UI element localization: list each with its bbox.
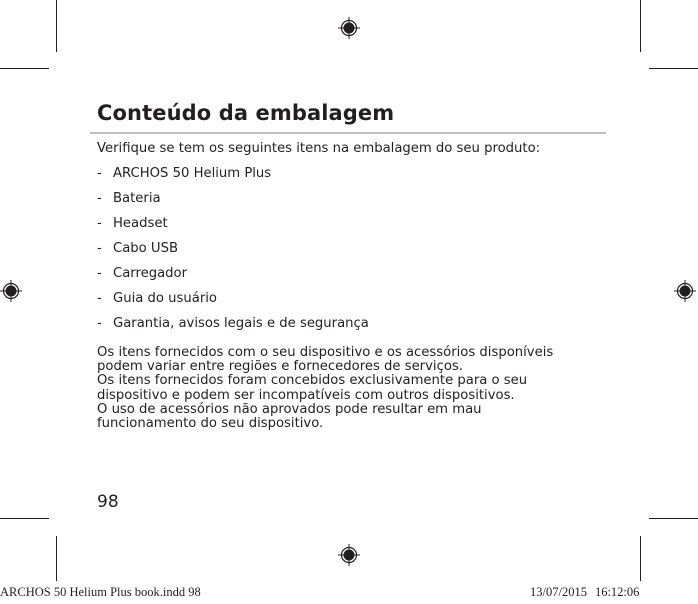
registration-mark-icon <box>0 280 22 302</box>
crop-mark-top-right-horizontal <box>649 68 698 69</box>
note-line: funcionamento do seu dispositivo. <box>97 415 324 431</box>
list-item <box>97 266 369 291</box>
list-dash: - <box>97 316 102 331</box>
crop-mark-bottom-right-vertical <box>640 536 641 581</box>
page-number: 98 <box>97 492 119 512</box>
registration-mark-icon <box>674 280 696 302</box>
registration-mark-icon <box>338 544 360 566</box>
list-item-text: Bateria <box>113 191 161 206</box>
list-item <box>97 166 369 191</box>
print-slug-time: 16:12:06 <box>594 585 640 599</box>
list-item-text: Garantia, avisos legais e de segurança <box>113 316 369 331</box>
list-dash: - <box>97 241 102 256</box>
list-item-text: Headset <box>113 216 168 231</box>
list-dash: - <box>97 266 102 281</box>
list-item <box>97 216 369 241</box>
list-item <box>97 191 369 216</box>
list-dash: - <box>97 216 102 231</box>
list-dash: - <box>97 191 102 206</box>
list-dash: - <box>97 166 102 181</box>
list-item <box>97 291 369 316</box>
list-item-text: ARCHOS 50 Helium Plus <box>113 166 272 181</box>
note-line: O uso de acessórios não aprovados pode resultar em mau <box>97 401 482 417</box>
note-line: podem variar entre regiões e fornecedores de serviços. <box>97 359 463 375</box>
list-item <box>97 241 369 266</box>
crop-mark-bottom-right-horizontal <box>649 518 698 519</box>
list-item-text: Cabo USB <box>113 241 178 256</box>
list-dash: - <box>97 291 102 306</box>
registration-mark-icon <box>338 17 360 39</box>
list-item-text: Guia do usuário <box>113 291 217 306</box>
package-contents-list <box>97 166 369 341</box>
section-title: Conteúdo da embalagem <box>97 101 395 125</box>
print-slug-date: 13/07/2015 <box>530 585 587 599</box>
crop-mark-bottom-left-horizontal <box>0 518 49 519</box>
intro-text: Verifique se tem os seguintes itens na embalagem do seu produto: <box>97 141 541 156</box>
note-line: Os itens fornecidos com o seu dispositivo e os acessórios disponíveis <box>97 345 554 360</box>
crop-mark-top-right-vertical <box>640 0 641 52</box>
note-line: Os itens fornecidos foram concebidos exclusivamente para o seu <box>97 373 528 389</box>
notes-paragraph <box>97 346 553 431</box>
print-slug-filename: ARCHOS 50 Helium Plus book.indd 98 <box>0 585 201 599</box>
note-line: dispositivo e podem ser incompatíveis com outros dispositivos. <box>97 387 515 403</box>
crop-mark-bottom-left-vertical <box>56 536 57 581</box>
print-slug-datetime <box>530 585 639 600</box>
list-item <box>97 316 369 341</box>
list-item-text: Carregador <box>113 266 188 281</box>
crop-mark-top-left-vertical <box>56 0 57 52</box>
title-underline <box>90 132 606 134</box>
crop-mark-top-left-horizontal <box>0 68 49 69</box>
